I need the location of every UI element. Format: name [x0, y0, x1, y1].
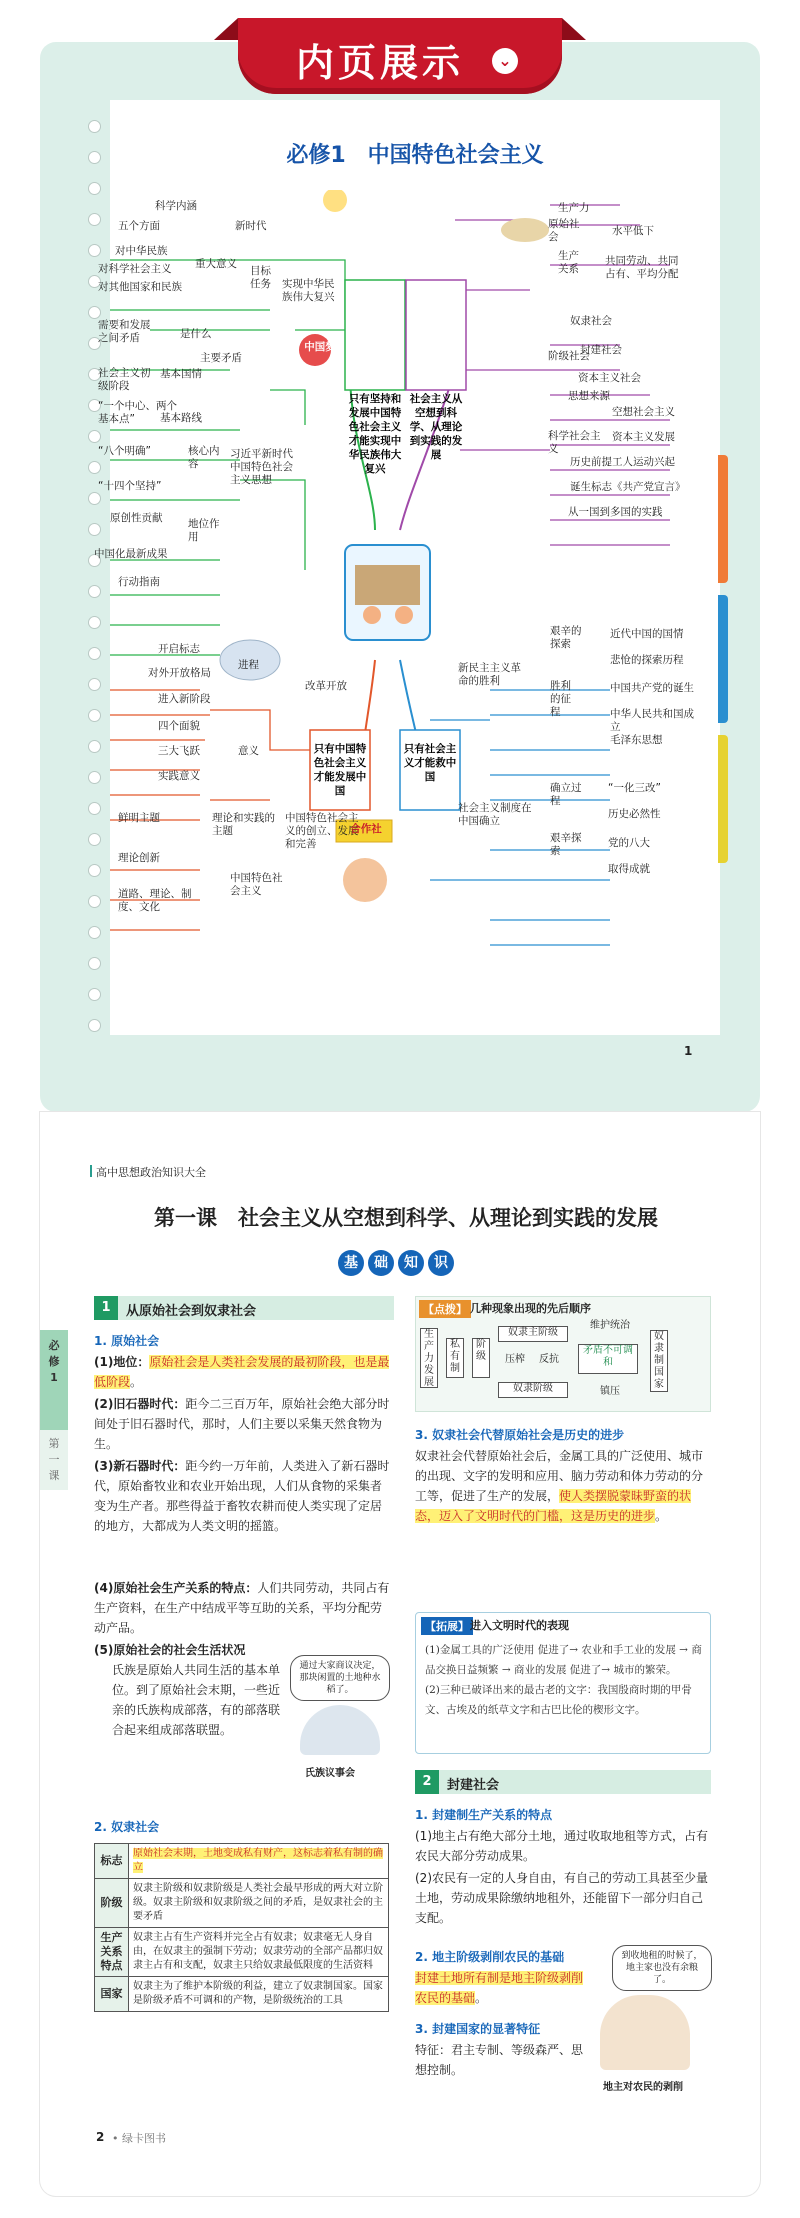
mind-map-node: 目标任务 [250, 265, 271, 290]
mind-map-node: “一化三改” [608, 782, 661, 794]
landlord-illustration [600, 1995, 690, 2070]
mind-map-node: 是什么 [180, 328, 212, 340]
sidebar-book-label: 必修1 [48, 1339, 60, 1384]
mind-map-center-node: 社会主义从空想到科学、从理论到实践的发展 [409, 393, 463, 461]
mind-map-node: 习近平新时代中国特色社会主义思想 [230, 448, 293, 486]
speech-bubble: 到收地租的时候了，地主家也没有余粮了。 [612, 1945, 712, 1991]
paragraph: (3)新石器时代：距今约一万年前，人类进入了新石器时代，原始畜牧业和农业开始出现，人们从食物的采集者变为生产者。那些得益于畜牧农耕而使人类实现了定居的地方，大都成为人类文明的摇篮。 [94, 1459, 390, 1533]
mind-map-node: 对其他国家和民族 [98, 281, 182, 293]
mind-map-node: 理论和实践的主题 [212, 812, 275, 837]
binder-ring [88, 182, 101, 195]
section-header-1 [94, 1296, 394, 1320]
diagram-node: 阶级 [472, 1338, 490, 1378]
mind-map-node: 从一国到多国的实践 [568, 506, 663, 518]
speech-bubble: 通过大家商议决定，那块闲置的土地种水稻了。 [290, 1655, 390, 1701]
mind-map-node: 科学社会主义 [548, 430, 601, 455]
footer-publisher: • 绿卡图书 [112, 2132, 166, 2145]
paragraph: (1)地主占有绝大部分土地，通过收取地租等方式，占有农民大部分劳动成果。 [415, 1829, 709, 1863]
mind-map-node: 中国特色社会主义的创立、发展和完善 [285, 812, 359, 850]
binder-ring [88, 492, 101, 505]
mind-map-node: 资本主义发展 [612, 431, 675, 443]
section-number: 2 [415, 1770, 439, 1794]
paragraph: (1)地位：原始社会是人类社会发展的最初阶段，也是最低阶段。 [94, 1355, 390, 1389]
mind-map-node: 开启标志 [158, 643, 200, 655]
mind-map-node: 原创性贡献 [110, 512, 163, 524]
mind-map-node: 新时代 [235, 220, 267, 232]
mind-map-node: 近代中国的国情 [610, 628, 684, 640]
mind-map-node: 生产力 [558, 202, 590, 214]
mind-map-node: 四个面貌 [158, 720, 200, 732]
mind-map-node: 重大意义 [195, 258, 237, 270]
mind-map-node: 改革开放 [305, 680, 347, 692]
table-row: 标志 原始社会末期，土地变成私有财产，这标志着私有制的确立 [95, 1844, 389, 1879]
binder-ring [88, 926, 101, 939]
mind-map-node: 鲜明主题 [118, 812, 160, 824]
mind-map-node: 胜利的征程 [550, 680, 571, 718]
mind-map-node: 原始社会 [548, 218, 580, 243]
mind-map-node: 思想来源 [568, 390, 610, 402]
mind-map-node: 艰辛探索 [550, 832, 582, 857]
lesson-title: 第一课 社会主义从空想到科学、从理论到实践的发展 [154, 1205, 658, 1230]
illustration-caption: 地主对农民的剥削 [603, 2082, 683, 2093]
mind-map-node: 实现中华民族伟大复兴 [282, 278, 335, 303]
mind-map-node: 实践意义 [158, 770, 200, 782]
binder-ring [88, 430, 101, 443]
table-row: 阶级 奴隶主阶级和奴隶阶级是人类社会最早形成的两大对立阶级。奴隶主阶级和奴隶阶级之间的矛盾，是奴隶社会的主要矛盾 [95, 1879, 389, 1928]
mind-map-node: 进入新阶段 [158, 693, 211, 705]
diagram-node: 私有制 [446, 1338, 464, 1378]
binder-ring [88, 647, 101, 660]
diagram-node: 矛盾不可调和 [578, 1344, 638, 1374]
mind-map-node: 地位作用 [188, 518, 220, 543]
subheading: 1. 封建制生产关系的特点 [415, 1808, 553, 1822]
mind-map-node: 对中华民族 [115, 245, 168, 257]
paragraph: 奴隶社会代替原始社会后，金属工具的广泛使用、城市的出现、文字的发明和应用、脑力劳动和体力劳动的分工等，促进了生产的发展，使人类摆脱蒙昧野蛮的状态，迈入了文明时代的门槛，这是历史的进步。 [415, 1449, 704, 1523]
diagram-node: 奴隶制国家 [650, 1330, 668, 1392]
mind-map-node: 道路、理论、制度、文化 [118, 888, 192, 913]
binder-ring [88, 616, 101, 629]
mind-map-node: 阶级社会 [548, 350, 590, 362]
mind-map-node: 毛泽东思想 [610, 734, 663, 746]
mind-map-node: 历史前提 [570, 456, 612, 468]
binder-ring [88, 585, 101, 598]
section-title: 封建社会 [447, 1778, 500, 1793]
mind-map-node: 取得成就 [608, 863, 650, 875]
mind-map-node: 工人运动兴起 [612, 456, 675, 468]
mind-map-node: 对科学社会主义 [98, 263, 172, 275]
mind-map-center-node: 中国梦 [304, 341, 336, 353]
mind-map-node: 空想社会主义 [612, 406, 675, 418]
kb-char-1: 基 [338, 1250, 364, 1276]
binder-ring [88, 151, 101, 164]
mind-map-node: 基本路线 [160, 412, 202, 424]
slave-society-table [94, 1843, 389, 2012]
paragraph-label: (5)原始社会的社会生活状况 [94, 1643, 246, 1657]
mind-map-node: 社会主义初级阶段 [98, 367, 151, 392]
mind-map-node: 艰辛的探索 [550, 625, 582, 650]
mind-map-node: 诞生标志 [570, 481, 612, 493]
kb-char-3: 知 [398, 1250, 424, 1276]
binder-ring [88, 306, 101, 319]
kb-char-4: 识 [428, 1250, 454, 1276]
section-header-2 [415, 1770, 711, 1794]
mind-map-node: 需要和发展之间矛盾 [98, 319, 151, 344]
mind-map-node: 党的八大 [608, 837, 650, 849]
page-title: 必修1 中国特色社会主义 [286, 143, 544, 168]
subheading: 2. 地主阶级剥削农民的基础 [415, 1950, 565, 1964]
binder-ring [88, 523, 101, 536]
mind-map-node: 生产关系 [558, 250, 579, 275]
mind-map-node: 中国化最新成果 [94, 548, 168, 560]
mind-map-node: 确立过程 [550, 782, 582, 807]
binder-ring [88, 1019, 101, 1032]
mind-map-node: 三大飞跃 [158, 745, 200, 757]
tip-title: 几种现象出现的先后顺序 [470, 1302, 591, 1315]
diagram-node: 奴隶主阶级 [498, 1326, 568, 1342]
paragraph: 氏族是原始人共同生活的基本单位。到了原始社会末期，一些近亲的氏族构成部落，有的部落联合起来组成部落联盟。 [112, 1663, 281, 1737]
book-title: 高中思想政治知识大全 [96, 1166, 206, 1179]
mind-map-node: “一个中心、两个基本点” [98, 400, 177, 425]
binder-ring [88, 213, 101, 226]
mind-map-node: 主要矛盾 [200, 352, 242, 364]
mind-map-node: 封建社会 [580, 344, 622, 356]
kb-char-2: 础 [368, 1250, 394, 1276]
table-row: 国家 奴隶主为了维护本阶级的利益，建立了奴隶制国家。国家是阶级矛盾不可调和的产物，是阶级统治的工具 [95, 1977, 389, 2012]
illustration-caption: 氏族议事会 [305, 1768, 355, 1779]
binder-ring [88, 461, 101, 474]
mind-map-node: 历史必然性 [608, 808, 661, 820]
section-number: 1 [94, 1296, 118, 1320]
mind-map-node: 中华人民共和国成立 [610, 708, 694, 733]
mind-map-node: 悲怆的探索历程 [610, 654, 684, 666]
mind-map-center-node: 只有社会主义才能救中国 [403, 743, 457, 783]
mind-map-node: 进程 [238, 659, 259, 671]
diagram-label: 压榨 [505, 1354, 525, 1365]
subheading: 1. 原始社会 [94, 1334, 160, 1348]
mind-map-node: 社会主义制度在中国确立 [458, 802, 532, 827]
diagram-node: 生产力发展 [420, 1328, 438, 1388]
mind-map-center-node: 只有中国特色社会主义才能发展中国 [313, 743, 367, 797]
mind-map-node: 意义 [238, 745, 259, 757]
binder-ring [88, 833, 101, 846]
footer-page-number: 2 [96, 2130, 105, 2144]
diagram-label: 镇压 [600, 1386, 620, 1397]
mind-map-center-node: 合作社 [350, 823, 382, 835]
mind-map-node: 科学内涵 [155, 200, 197, 212]
binder-ring [88, 802, 101, 815]
tip-label: 【点拨】 [419, 1300, 471, 1318]
mind-map-node: 行动指南 [118, 576, 160, 588]
diagram-label: 反抗 [539, 1354, 559, 1365]
section-title: 从原始社会到奴隶社会 [126, 1304, 257, 1319]
binder-ring [88, 771, 101, 784]
mind-map-node: 共同劳动、共同占有、平均分配 [605, 255, 679, 280]
binder-ring [88, 864, 101, 877]
diagram-node: 奴隶阶级 [498, 1382, 568, 1398]
diagram-label: 维护统治 [590, 1320, 630, 1331]
extension-title: 进入文明时代的表现 [470, 1619, 569, 1632]
mind-map-node: 核心内容 [188, 445, 220, 470]
binder-ring [88, 957, 101, 970]
subheading: 3. 封建国家的显著特征 [415, 2022, 541, 2036]
mind-map-node: 对外开放格局 [148, 667, 211, 679]
binder-ring [88, 988, 101, 1001]
mind-map-center-node: 只有坚持和发展中国特色社会主义才能实现中华民族伟大复兴 [348, 393, 402, 475]
extension-body: (1)金属工具的广泛使用 促进了→ 农业和手工业的发展 → 商品交换日益频繁 → 商业的发展 促进了→ 城市的繁荣。 (2)三种已破译出来的最古老的文字：我国殷商时期的甲骨文、古埃及的纸草文字和古巴比伦的楔形文字。 [425, 1644, 702, 1716]
table-row: 生产关系特点 奴隶主占有生产资料并完全占有奴隶；奴隶毫无人身自由，在奴隶主的强制下劳动；奴隶劳动的全部产品都归奴隶主占有和支配，奴隶主只给奴隶最低限度的生活资料 [95, 1928, 389, 1977]
chevron-down-icon[interactable]: ⌄ [492, 48, 518, 74]
binder-ring [88, 120, 101, 133]
mind-map-node: “十四个坚持” [98, 480, 162, 492]
paragraph: (2)旧石器时代：距今二三百万年，原始社会绝大部分时间处于旧石器时代，那时，人们主要以采集天然食物为生。 [94, 1397, 390, 1451]
paragraph: 特征：君主专制、等级森严、思想控制。 [415, 2043, 584, 2077]
page-preview-banner [238, 18, 562, 94]
mind-map-node: “八个明确” [98, 445, 151, 457]
mind-map-node: 新民主主义革命的胜利 [458, 662, 521, 687]
binder-ring [88, 709, 101, 722]
mind-map-node: 五个方面 [118, 220, 160, 232]
paragraph: (4)原始社会生产关系的特点：人们共同劳动，共同占有生产资料，在生产中结成平等互助的关系，平均分配劳动产品。 [94, 1581, 390, 1635]
mind-map-node: 基本国情 [160, 368, 202, 380]
mind-map-node: 《共产党宣言》 [612, 481, 686, 493]
extension-label: 【拓展】 [421, 1617, 473, 1635]
subheading: 2. 奴隶社会 [94, 1820, 160, 1834]
mind-map-node: 资本主义社会 [578, 372, 641, 384]
mind-map-node: 中国特色社会主义 [230, 872, 283, 897]
page-number: 1 [684, 1044, 693, 1058]
binder-ring [88, 678, 101, 691]
mind-map-node: 理论创新 [118, 852, 160, 864]
paragraph: (2)农民有一定的人身自由，有自己的劳动工具甚至少量土地，劳动成果除缴纳地租外，还能留下一部分归自己支配。 [415, 1871, 709, 1925]
binder-ring [88, 740, 101, 753]
binder-ring [88, 244, 101, 257]
paragraph: 封建土地所有制是地主阶级剥削农民的基础。 [415, 1971, 584, 2005]
mind-map-node: 水平低下 [612, 225, 654, 237]
sidebar-lesson-label: 第一课 [48, 1437, 60, 1482]
binder-ring [88, 895, 101, 908]
banner-title: 内页展示 [295, 41, 464, 85]
subheading: 3. 奴隶社会代替原始社会是历史的进步 [415, 1428, 625, 1442]
mind-map-node: 中国共产党的诞生 [610, 682, 694, 694]
mind-map-node: 奴隶社会 [570, 315, 612, 327]
